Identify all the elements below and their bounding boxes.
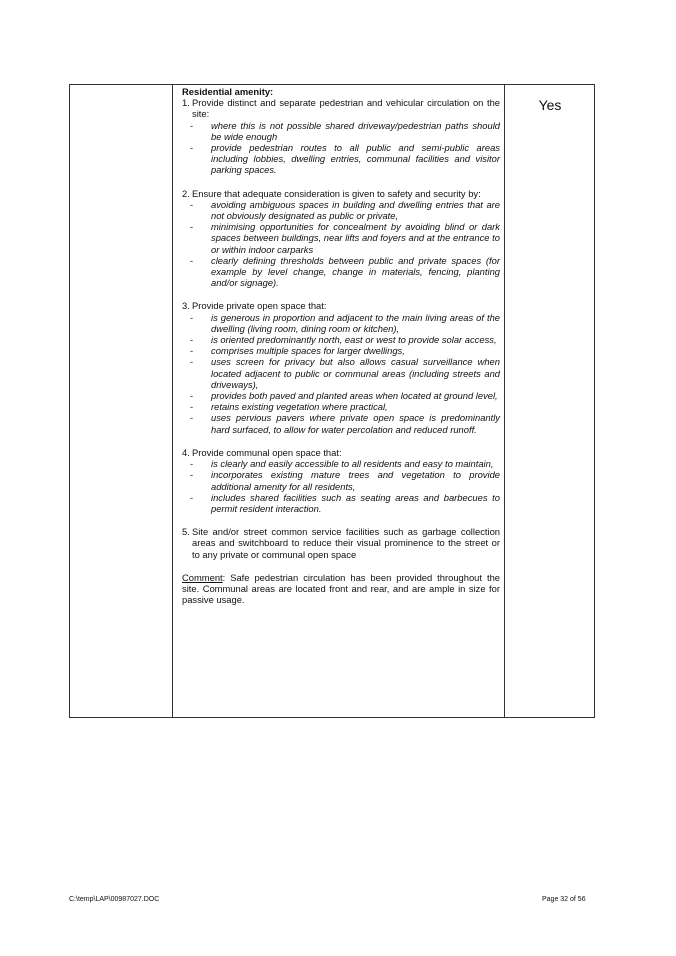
bullet-dash: -	[190, 412, 194, 424]
criteria-intro-text: Site and/or street common service facilities such as garbage collection areas and switchboard to reduce their visual prominence to the street or to any private or communal open space	[192, 526, 500, 560]
criteria-section	[182, 97, 500, 175]
bullet-item	[182, 255, 500, 289]
criteria-intro	[182, 188, 500, 199]
bullet-text: where this is not possible shared driveway/pedestrian paths should be wide enough	[211, 119, 500, 142]
assessment-table	[69, 84, 595, 718]
bullet-text: is clearly and easily accessible to all residents and easy to maintain,	[211, 458, 494, 470]
criteria-intro-text: Provide communal open space that:	[192, 446, 342, 458]
bullet-dash: -	[190, 469, 194, 481]
section-heading: Residential amenity:	[182, 86, 274, 97]
bullet-dash: -	[190, 356, 194, 368]
bullet-dash: -	[190, 198, 194, 210]
bullet-text: provides both paved and planted areas when located at ground level,	[211, 390, 498, 402]
bullet-text: provide pedestrian routes to all public and semi-public areas including lobbies, dwelling entries, communal facilities and visitor parking spaces.	[211, 142, 500, 176]
bullet-dash: -	[190, 221, 194, 233]
bullet-item	[182, 469, 500, 491]
bullet-dash: -	[190, 390, 194, 402]
bullet-item	[182, 334, 500, 345]
criteria-intro-text: Provide distinct and separate pedestrian and vehicular circulation on the site:	[192, 97, 500, 120]
bullet-dash: -	[190, 401, 194, 413]
criteria-list	[182, 97, 500, 560]
footer-page-number: Page 32 of 56	[542, 896, 586, 903]
criteria-section	[182, 300, 500, 434]
bullet-item	[182, 356, 500, 390]
criteria-intro	[182, 300, 500, 311]
bullet-text: is oriented predominantly north, east or west to provide solar access,	[211, 334, 497, 346]
comment-label: Comment	[182, 571, 223, 583]
bullet-item	[182, 199, 500, 221]
bullet-text: includes shared facilities such as seating areas and barbecues to permit resident interaction.	[211, 491, 500, 514]
criteria-section	[182, 447, 500, 514]
criteria-number: 3.	[182, 300, 190, 312]
criteria-cell	[182, 86, 500, 605]
bullet-text: clearly defining thresholds between public and private spaces (for example by level change, change in materials, fencing, planting and/or signage).	[211, 254, 500, 289]
bullet-item	[182, 142, 500, 176]
bullet-dash: -	[190, 142, 194, 154]
bullet-dash: -	[190, 254, 194, 266]
criteria-intro	[182, 97, 500, 119]
bullet-dash: -	[190, 458, 194, 470]
comment-text: : Safe pedestrian circulation has been provided throughout the site. Communal areas are located front and rear, and are ample in size for passive usage.	[182, 571, 500, 606]
bullet-item	[182, 401, 500, 412]
bullet-item	[182, 412, 500, 434]
bullet-item	[182, 345, 500, 356]
criteria-section	[182, 526, 500, 560]
criteria-section	[182, 188, 500, 289]
criteria-intro-text: Provide private open space that:	[192, 300, 327, 312]
bullet-text: is generous in proportion and adjacent to the main living areas of the dwelling (living room, dining room or kitchen),	[211, 311, 500, 334]
bullet-item	[182, 458, 500, 469]
criteria-number: 5.	[182, 526, 190, 538]
criteria-number: 4.	[182, 446, 190, 458]
bullet-text: avoiding ambiguous spaces in building and dwelling entries that are not obviously designated as public or private,	[211, 198, 500, 222]
bullet-text: comprises multiple spaces for larger dwellings,	[211, 345, 405, 357]
bullet-text: uses screen for privacy but also allows casual surveillance when located adjacent to public or communal areas (including streets and driveways),	[211, 356, 500, 390]
column-divider	[504, 85, 505, 717]
column-divider	[172, 85, 173, 717]
criteria-intro	[182, 526, 500, 560]
bullet-text: uses pervious pavers where private open space is predominantly hard surfaced, to allow for water percolation and reduced runoff.	[211, 412, 500, 435]
bullet-item	[182, 312, 500, 334]
bullet-item	[182, 492, 500, 514]
comment	[182, 572, 500, 606]
criteria-intro	[182, 447, 500, 458]
criteria-number: 1.	[182, 97, 190, 109]
bullet-dash: -	[190, 334, 194, 346]
bullet-text: minimising opportunities for concealment by avoiding blind or dark spaces between buildings, near lifts and foyers and at the entrance to or within indoor carparks	[211, 221, 500, 255]
bullet-dash: -	[190, 119, 194, 131]
criteria-number: 2.	[182, 187, 190, 199]
bullet-text: incorporates existing mature trees and vegetation to provide additional amenity for all residents,	[211, 469, 500, 492]
bullet-item	[182, 120, 500, 142]
bullet-item	[182, 221, 500, 255]
bullet-text: retains existing vegetation where practical,	[211, 401, 388, 413]
bullet-item	[182, 390, 500, 401]
criteria-intro-text: Ensure that adequate consideration is given to safety and security by:	[192, 187, 481, 199]
bullet-dash: -	[190, 491, 194, 503]
footer-file-path: C:\temp\LAP\00987027.DOC	[69, 896, 160, 903]
bullet-dash: -	[190, 311, 194, 323]
bullet-dash: -	[190, 345, 194, 357]
compliance-result: Yes	[538, 97, 562, 113]
